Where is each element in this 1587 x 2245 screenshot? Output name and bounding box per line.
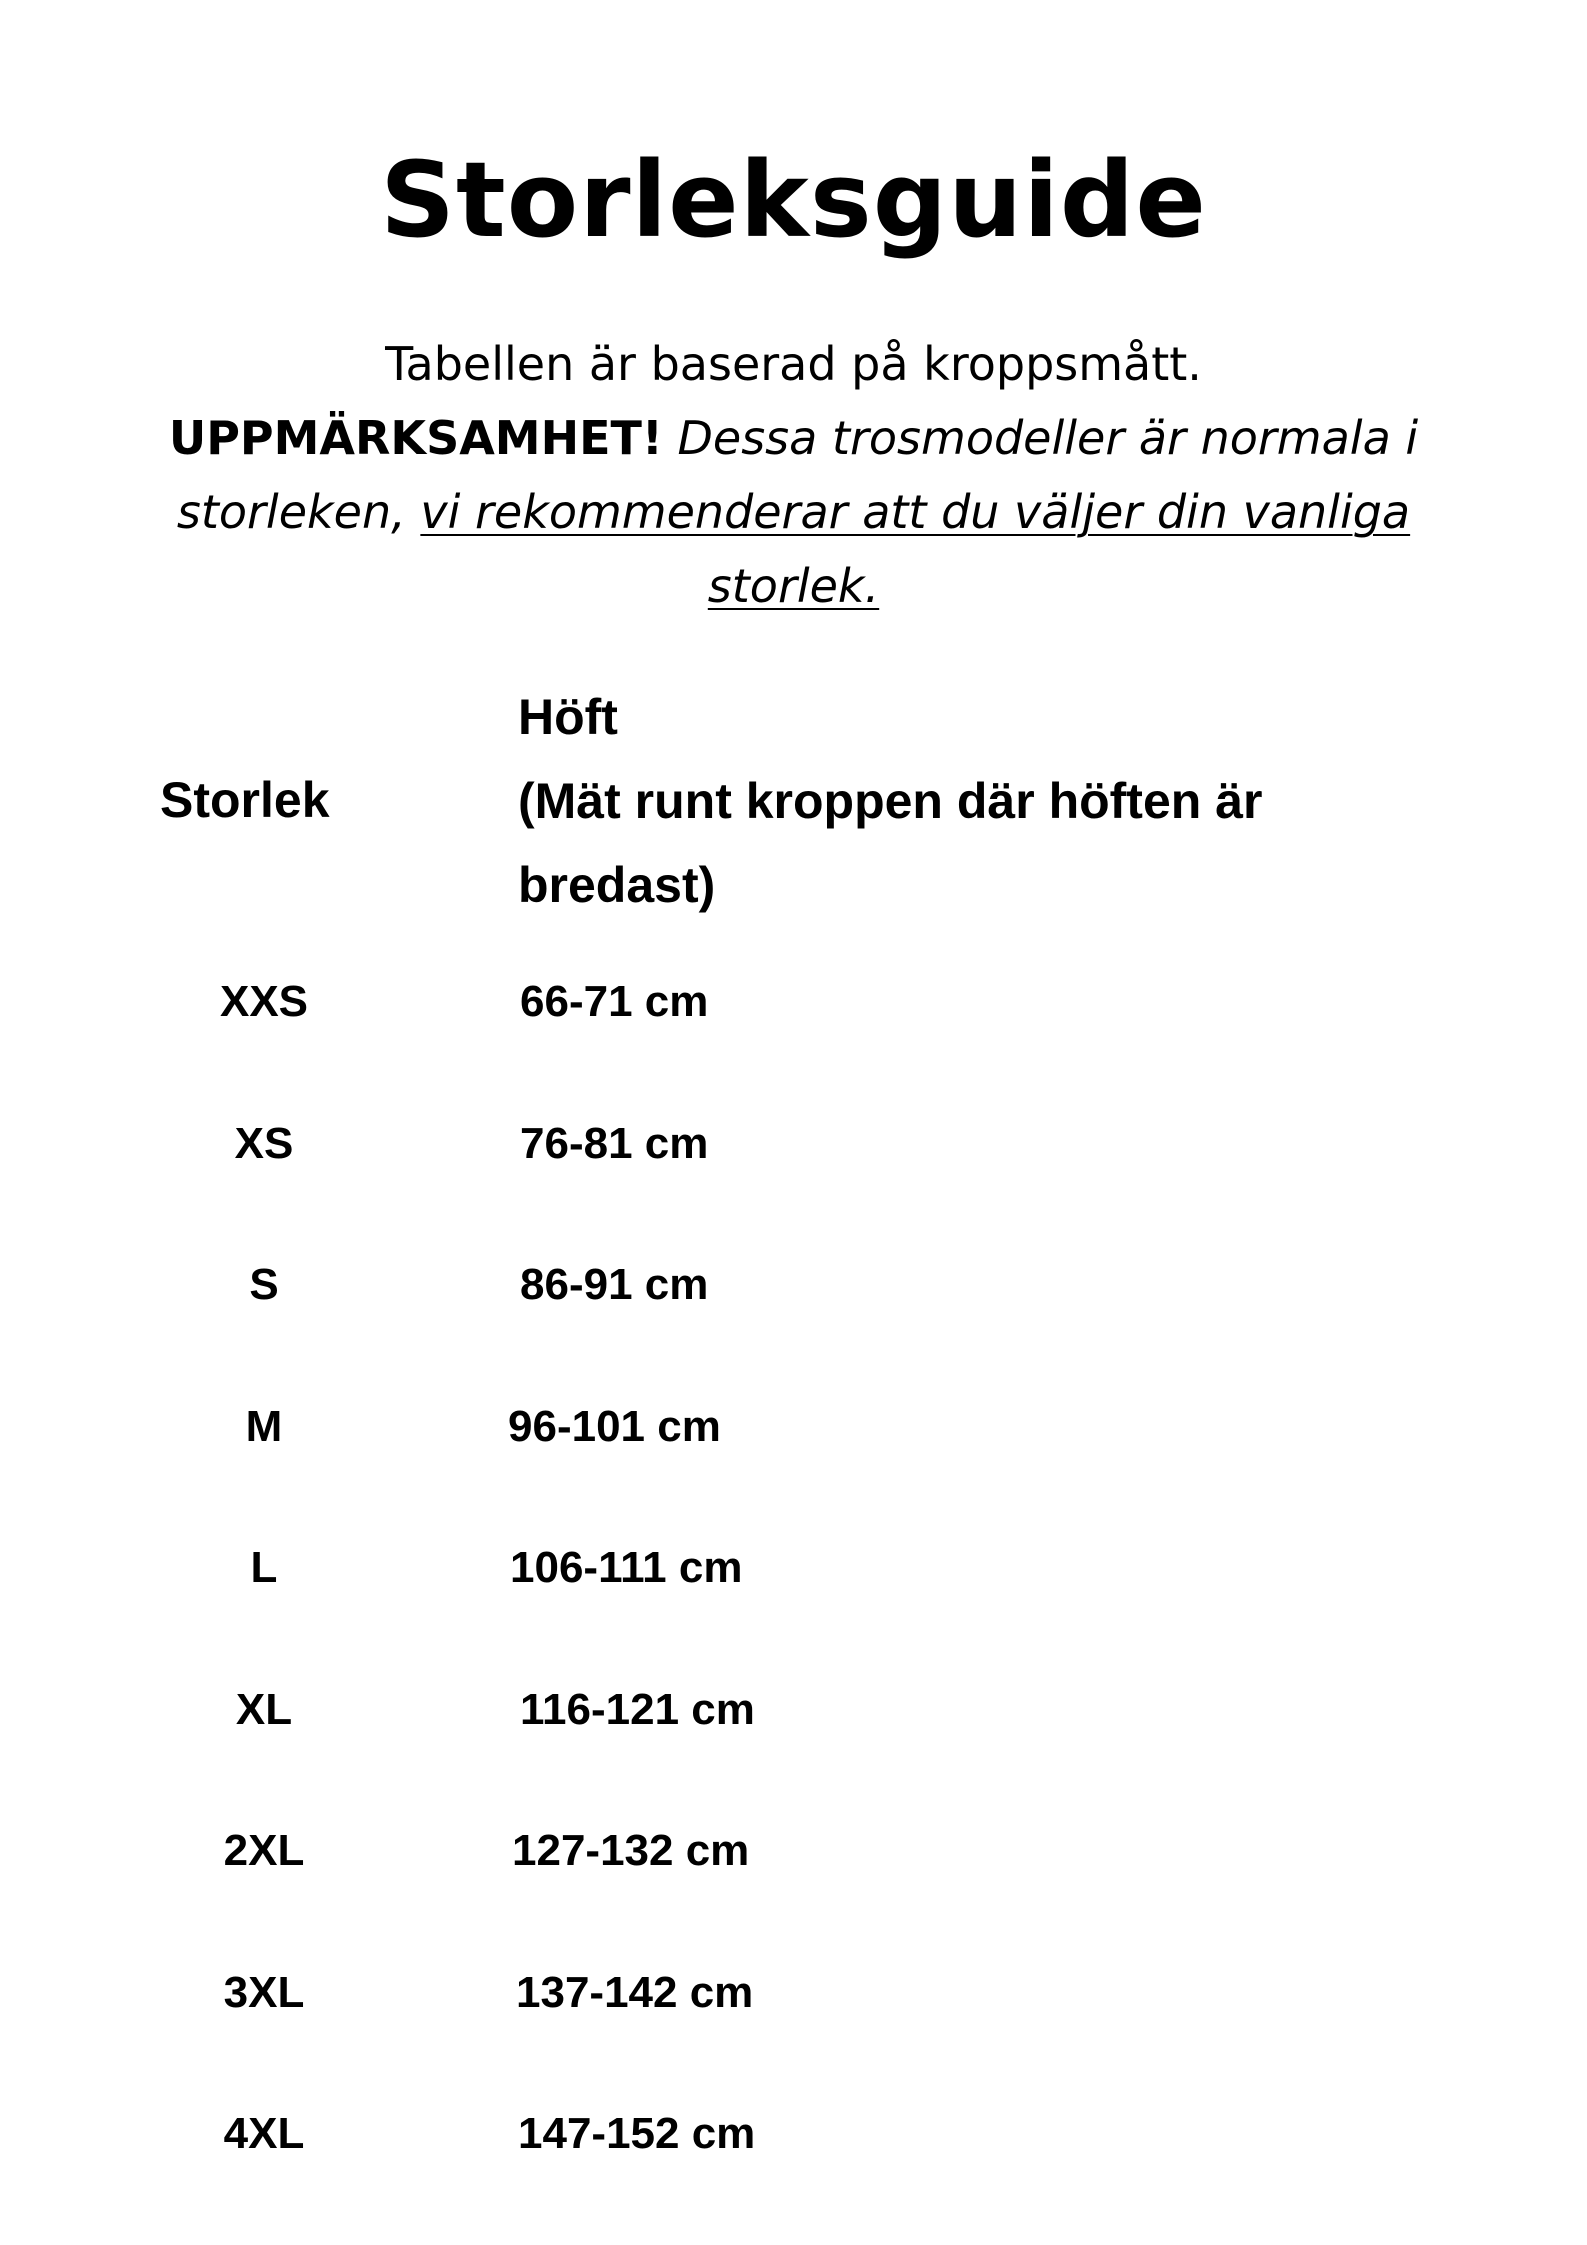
hip-cell: 137-142 cm	[516, 1967, 754, 2017]
intro-line-1: Tabellen är baserad på kroppsmått.	[385, 337, 1202, 391]
page-title: Storleksguide	[380, 139, 1207, 261]
hip-cell: 66-71 cm	[520, 977, 709, 1026]
intro-note: Dessa trosmodeller är normala i storleken,	[176, 411, 1419, 539]
size-cell: XS	[234, 1118, 294, 1168]
hip-cell: 106-111 cm	[510, 1543, 743, 1592]
column-header-hip	[518, 675, 1468, 927]
table-row	[0, 1098, 1587, 1240]
size-cell: XXS	[219, 977, 309, 1026]
hip-cell: 76-81 cm	[520, 1118, 709, 1168]
hip-cell: 86-91 cm	[520, 1260, 709, 1309]
size-cell: 4XL	[223, 2109, 305, 2158]
size-cell: 3XL	[223, 1967, 305, 2017]
hip-cell: 96-101 cm	[508, 1401, 721, 1451]
table-row	[0, 1381, 1587, 1523]
intro-text	[90, 327, 1497, 623]
size-cell: XL	[235, 1684, 293, 1734]
intro-recommendation: vi rekommenderar att du väljer din vanliga storlek.	[420, 485, 1411, 613]
table-row	[0, 1664, 1587, 1806]
hip-cell: 116-121 cm	[520, 1684, 755, 1734]
size-cell: 2XL	[223, 1826, 305, 1875]
size-cell: S	[249, 1260, 279, 1309]
attention-label: UPPMÄRKSAMHET!	[168, 411, 663, 465]
size-table	[0, 956, 1587, 2230]
hip-cell: 127-132 cm	[512, 1826, 750, 1875]
table-row	[0, 1805, 1587, 1947]
column-header-hip-note: (Mät runt kroppen där höften är bredast)	[518, 773, 1263, 913]
hip-cell: 147-152 cm	[518, 2109, 756, 2158]
table-row	[0, 2088, 1587, 2230]
size-cell: M	[245, 1401, 283, 1451]
column-header-hip-title: Höft	[518, 689, 618, 745]
size-cell: L	[250, 1543, 278, 1592]
table-row	[0, 1239, 1587, 1381]
table-row	[0, 1947, 1587, 2089]
column-header-size: Storlek	[160, 772, 330, 828]
table-row	[0, 956, 1587, 1098]
table-row	[0, 1522, 1587, 1664]
